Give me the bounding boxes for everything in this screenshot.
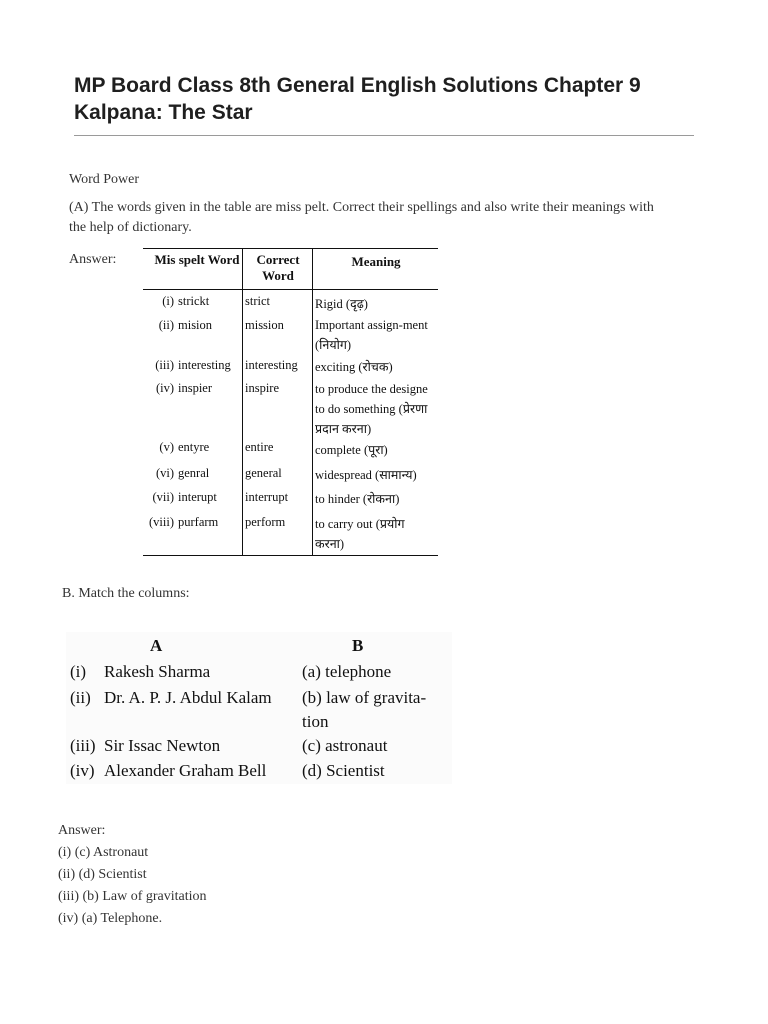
page-title: MP Board Class 8th General English Solutions Chapter 9 Kalpana: The Star (74, 74, 641, 124)
answer-line: (iii) (b) Law of gravitation (58, 889, 207, 904)
question-a-text: (A) The words given in the table are miss pelt. Correct their spellings and also write their meanings with the help of dictionary. (69, 200, 654, 235)
meaning: to carry out (प्रयोग करना) (315, 517, 405, 551)
row-number: (v) (159, 440, 174, 454)
correct-word: inspire (245, 381, 280, 395)
match-item-b: (a) telephone (302, 662, 392, 681)
misspelt-word: genral (178, 466, 210, 480)
match-item-b: (d) Scientist (302, 761, 385, 780)
row-number: (viii) (149, 515, 174, 529)
meaning: widespread (सामान्य) (315, 468, 417, 482)
correct-word: mission (245, 318, 284, 332)
match-row-a (70, 686, 272, 710)
misspelt-word: interupt (178, 490, 217, 504)
row-number: (ii) (158, 318, 174, 332)
row-number: (iii) (155, 358, 174, 372)
word-table-image (140, 248, 438, 556)
match-item-a: Rakesh Sharma (104, 662, 211, 681)
match-row-number: (i) (70, 662, 87, 681)
meaning: to hinder (रोकना) (315, 492, 400, 506)
header-misspelt: Mis spelt Word (154, 252, 240, 267)
meaning: Important assign-ment (नियोग) (315, 318, 428, 352)
column-a-header: A (150, 636, 163, 655)
correct-word: perform (245, 515, 286, 529)
correct-word: strict (245, 294, 270, 308)
match-row-number: (iii) (70, 736, 96, 755)
match-item-b: (b) law of gravita-tion (302, 688, 427, 731)
question-b-text: B. Match the columns: (62, 586, 190, 601)
answers-label: Answer: (58, 823, 106, 838)
match-item-a: Sir Issac Newton (104, 736, 221, 755)
correct-word: general (245, 466, 282, 480)
misspelt-word: entyre (178, 440, 210, 454)
section-heading: Word Power (69, 172, 140, 187)
match-row-number: (iv) (70, 761, 95, 780)
answer-line: (ii) (d) Scientist (58, 867, 147, 882)
correct-word: interesting (245, 358, 298, 372)
match-item-b: (c) astronaut (302, 736, 388, 755)
meaning: exciting (रोचक) (315, 360, 393, 374)
row-number: (vi) (155, 466, 174, 480)
correct-word: entire (245, 440, 274, 454)
misspelt-word: strickt (178, 294, 210, 308)
match-row-a (70, 734, 220, 758)
match-row-number: (ii) (70, 688, 91, 707)
meaning: Rigid (दृढ़) (315, 297, 368, 311)
match-columns-image (66, 632, 452, 784)
table-header-rule (143, 289, 438, 290)
match-row-a (70, 660, 210, 684)
misspelt-word: interesting (178, 358, 231, 372)
row-number: (iv) (155, 381, 174, 395)
meaning: to produce the designe to do something (प्रेरणा प्रदान करना) (315, 382, 428, 436)
misspelt-word: inspier (178, 381, 213, 395)
answer-label: Answer: (69, 252, 117, 267)
match-row-a (70, 759, 266, 783)
table-column-divider (242, 248, 243, 556)
answer-line: (iv) (a) Telephone. (58, 911, 163, 926)
answer-line: (i) (c) Astronaut (58, 845, 149, 860)
misspelt-word: mision (178, 318, 213, 332)
correct-word: interrupt (245, 490, 289, 504)
header-correct: Correct Word (256, 252, 300, 283)
row-number: (i) (162, 294, 174, 308)
table-top-rule (143, 248, 438, 249)
header-meaning: Meaning (351, 254, 401, 269)
match-item-a: Dr. A. P. J. Abdul Kalam (104, 688, 272, 707)
table-column-divider (312, 248, 313, 556)
match-item-a: Alexander Graham Bell (104, 761, 267, 780)
title-divider (74, 135, 694, 136)
column-b-header: B (352, 636, 364, 655)
meaning: complete (पूरा) (315, 443, 388, 457)
misspelt-word: purfarm (178, 515, 219, 529)
row-number: (vii) (152, 490, 174, 504)
table-bottom-rule (143, 555, 438, 556)
answers-list (58, 820, 207, 930)
